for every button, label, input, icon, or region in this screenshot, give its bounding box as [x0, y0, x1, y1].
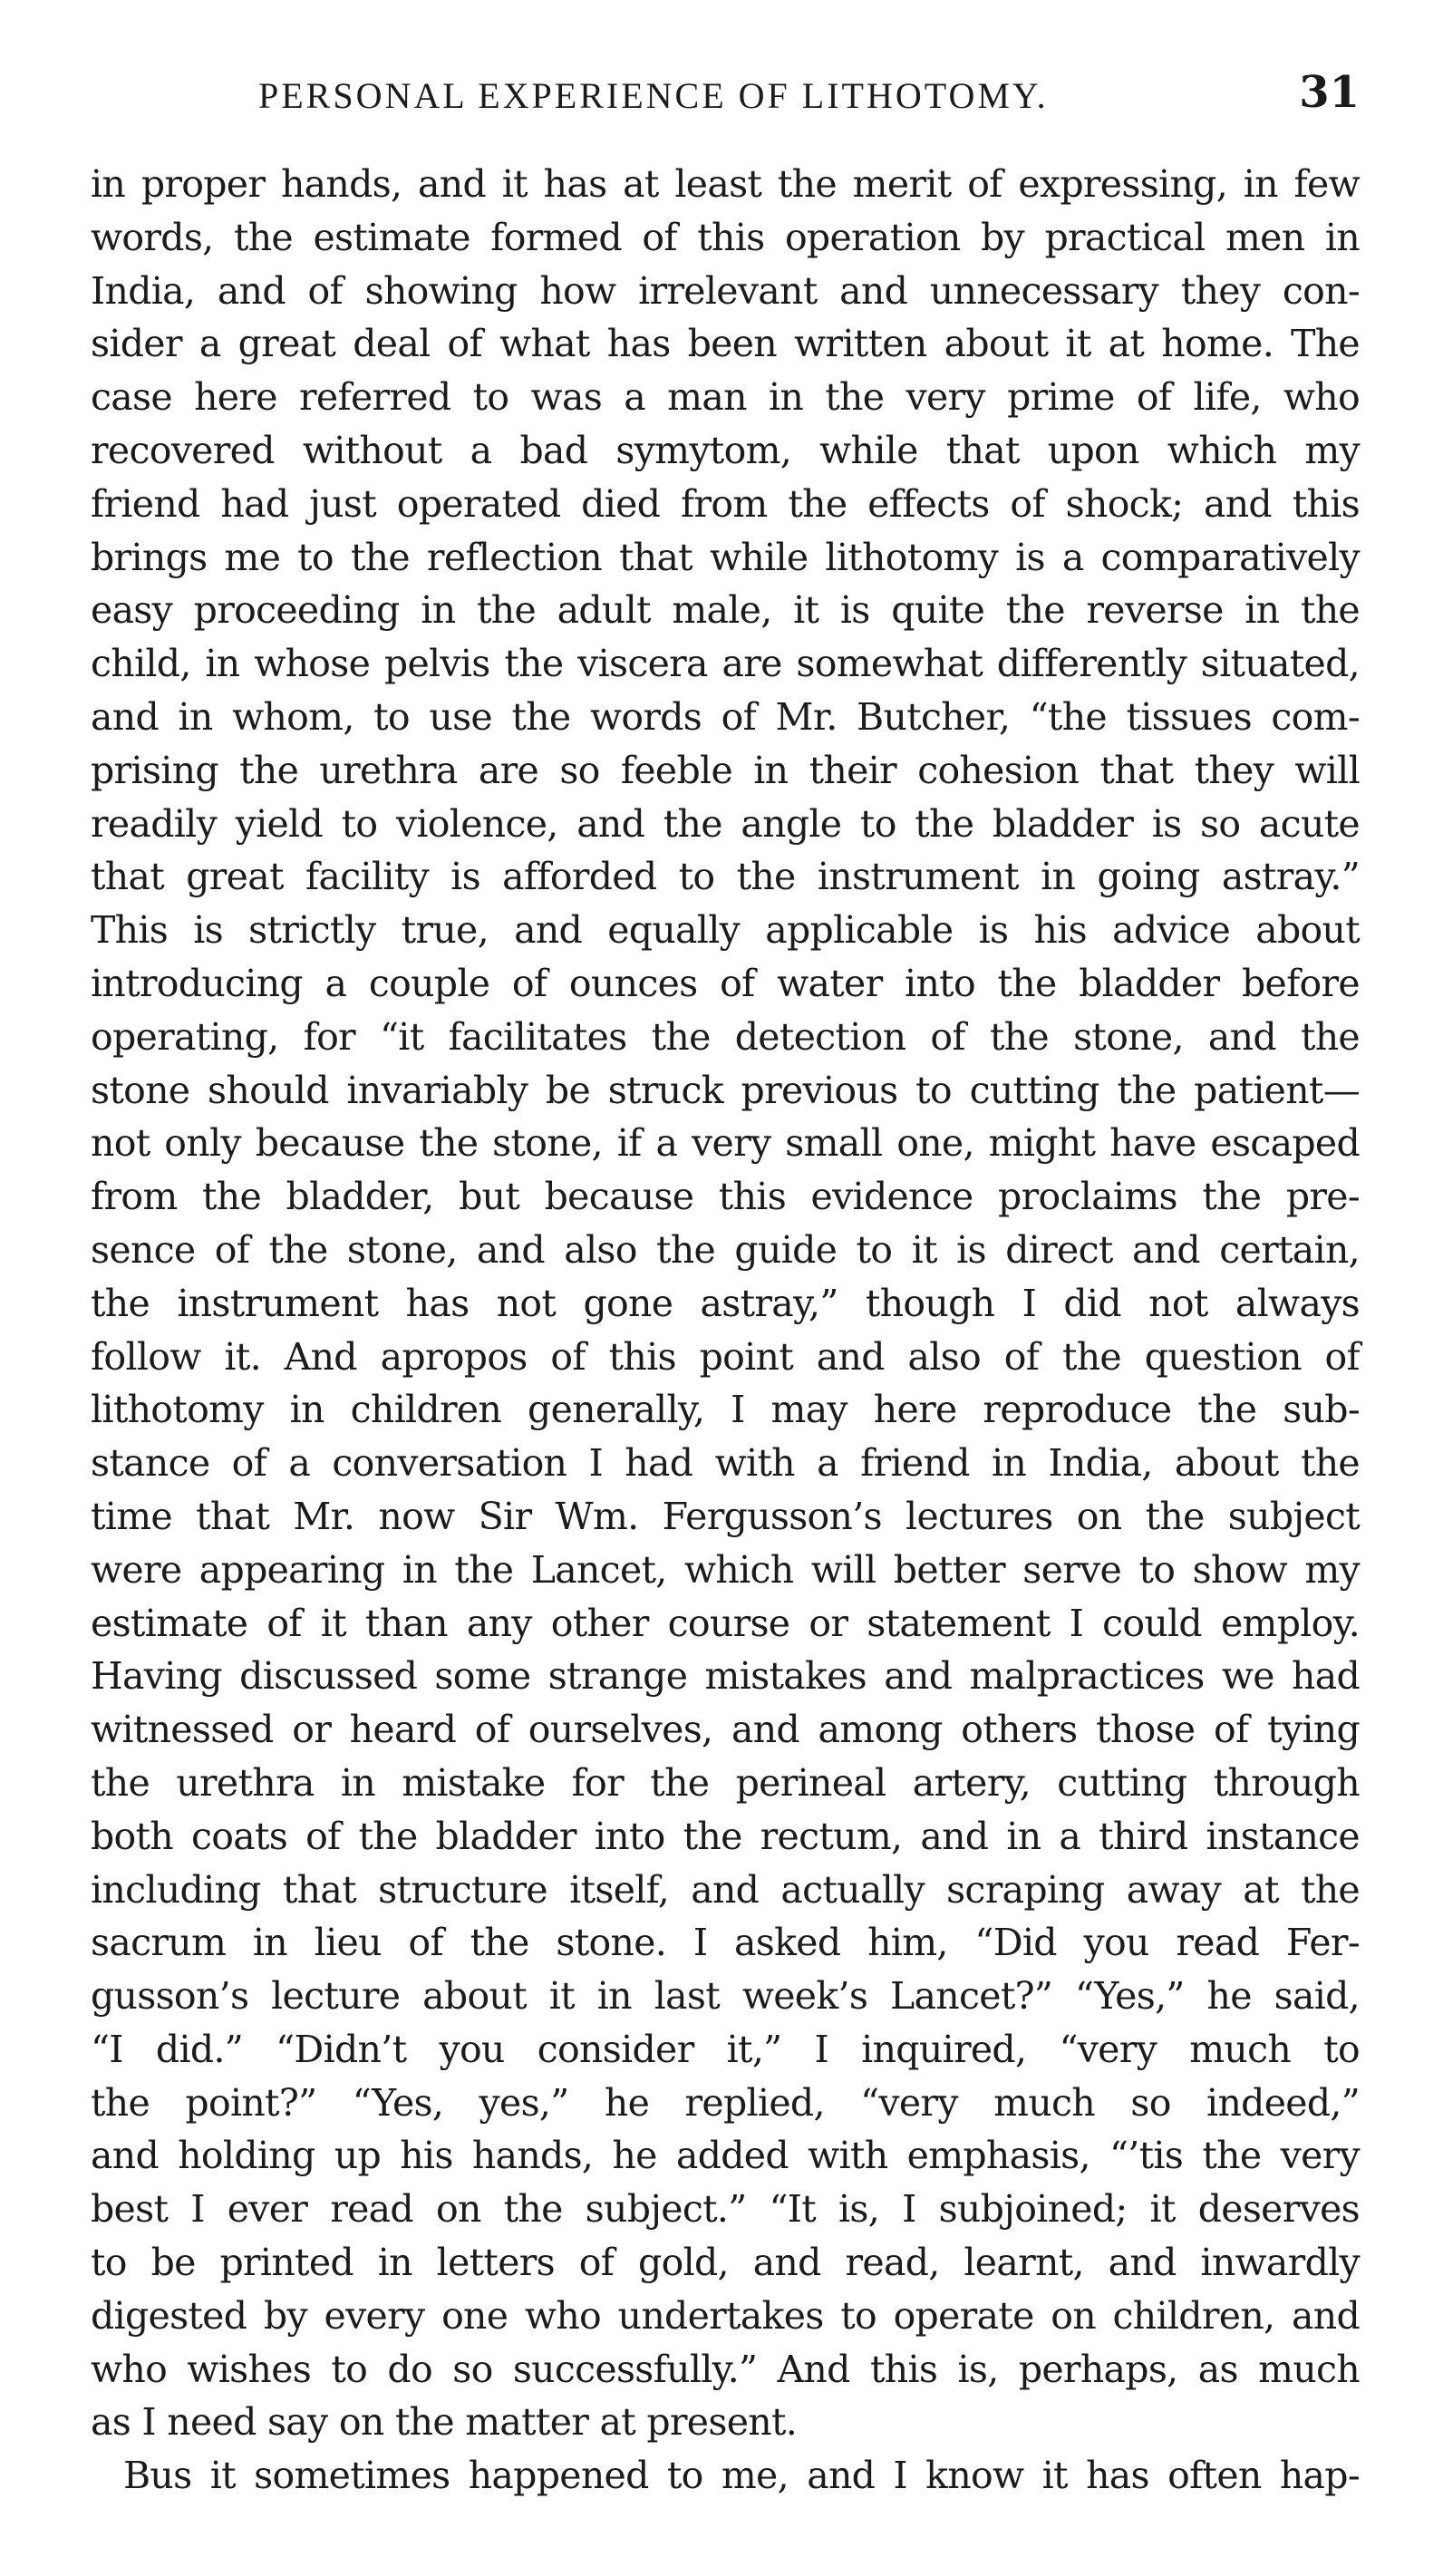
text-line: operating, for “it facilitates the detection of the stone, and the: [91, 1014, 1360, 1059]
text-line: not only because the stone, if a very small one, might have escaped: [91, 1121, 1360, 1166]
text-line: readily yield to violence, and the angle to the bladder is so acute: [91, 801, 1360, 846]
text-line: witnessed or heard of ourselves, and among others those of tying: [91, 1708, 1360, 1752]
text-line: recovered without a bad symytom, while that upon which my: [91, 428, 1360, 472]
text-line: gusson’s lecture about it in last week’s Lancet?” “Yes,” he said,: [91, 1974, 1360, 2019]
text-line: the point?” “Yes, yes,” he replied, “very much so indeed,”: [91, 2080, 1360, 2125]
text-line: follow it. And apropos of this point and also of the question of: [91, 1334, 1360, 1379]
text-line: best I ever read on the subject.” “It is, I subjoined; it deserves: [91, 2187, 1360, 2232]
paragraph-start-line: Bus it sometimes happened to me, and I know it has often hap-: [123, 2454, 1360, 2498]
text-line: brings me to the reflection that while lithotomy is a comparatively: [91, 535, 1360, 579]
text-line: child, in whose pelvis the viscera are somewhat differently situated,: [91, 642, 1360, 686]
text-line: India, and of showing how irrelevant and unnecessary they con-: [91, 268, 1360, 313]
text-line: and in whom, to use the words of Mr. Butcher, “the tissues com-: [91, 694, 1360, 739]
text-line: the urethra in mistake for the perineal artery, cutting through: [91, 1760, 1360, 1805]
page-number: 31: [1299, 67, 1360, 118]
text-line: lithotomy in children generally, I may here reproduce the sub-: [91, 1388, 1360, 1432]
text-line: were appearing in the Lancet, which will better serve to show my: [91, 1547, 1360, 1592]
text-line: stance of a conversation I had with a friend in India, about the: [91, 1441, 1360, 1486]
text-line: time that Mr. now Sir Wm. Fergusson’s lectures on the subject: [91, 1494, 1360, 1538]
text-line: sacrum in lieu of the stone. I asked him, “Did you read Fer-: [91, 1921, 1360, 1965]
text-line: sider a great deal of what has been written about it at home. The: [91, 322, 1360, 366]
text-line: both coats of the bladder into the rectum, and in a third instance: [91, 1814, 1360, 1858]
text-line: estimate of it than any other course or statement I could employ.: [91, 1601, 1360, 1645]
text-line: digested by every one who undertakes to operate on children, and: [91, 2293, 1360, 2338]
text-line: stone should invariably be struck previous to cutting the patient—: [91, 1068, 1360, 1112]
text-line: This is strictly true, and equally applicable is his advice about: [91, 908, 1360, 953]
text-line: sence of the stone, and also the guide to it is direct and certain,: [91, 1227, 1360, 1272]
text-line: introducing a couple of ounces of water into the bladder before: [91, 961, 1360, 1005]
text-line: Having discussed some strange mistakes and malpractices we had: [91, 1654, 1360, 1699]
text-line: the instrument has not gone astray,” though I did not always: [91, 1281, 1360, 1325]
paragraph-end-line: as I need say on the matter at present.: [91, 2400, 798, 2445]
text-line: including that structure itself, and actually scraping away at the: [91, 1867, 1360, 1912]
text-line: that great facility is afforded to the instrument in going astray.”: [91, 855, 1360, 899]
text-line: friend had just operated died from the effects of shock; and this: [91, 481, 1360, 526]
text-line: words, the estimate formed of this operation by practical men in: [91, 215, 1360, 259]
text-line: who wishes to do so successfully.” And this is, perhaps, as much: [91, 2347, 1360, 2391]
text-line: easy proceeding in the adult male, it is quite the reverse in the: [91, 588, 1360, 633]
running-head: [91, 62, 1360, 125]
text-line: case here referred to was a man in the very prime of life, who: [91, 375, 1360, 420]
text-line: and holding up his hands, he added with emphasis, “’tis the very: [91, 2134, 1360, 2178]
text-line: to be printed in letters of gold, and read, learnt, and inwardly: [91, 2241, 1360, 2285]
text-line: in proper hands, and it has at least the merit of expressing, in few: [91, 162, 1360, 206]
text-line: “I did.” “Didn’t you consider it,” I inquired, “very much to: [91, 2027, 1360, 2071]
running-head-title: PERSONAL EXPERIENCE OF LITHOTOMY.: [258, 75, 1049, 116]
text-line: from the bladder, but because this evidence proclaims the pre-: [91, 1175, 1360, 1219]
text-line: prising the urethra are so feeble in their cohesion that they will: [91, 748, 1360, 792]
body-text: [91, 158, 1360, 2503]
